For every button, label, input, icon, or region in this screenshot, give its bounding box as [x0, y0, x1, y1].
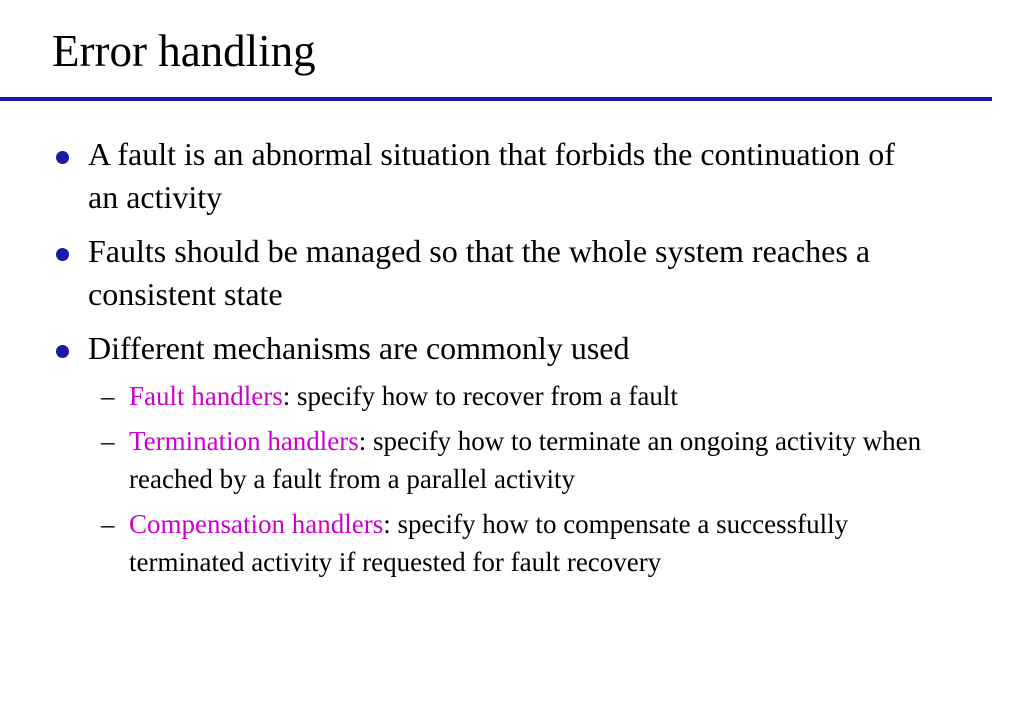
sub-bullet-description: : specify how to compensate a successfully terminated activity if requested for fault recovery — [129, 509, 849, 577]
sub-bullet-text — [129, 377, 929, 415]
dash-marker: – — [101, 426, 115, 456]
sub-bullet-term: Termination handlers — [129, 426, 359, 456]
sub-bullet-text — [129, 422, 929, 498]
sub-bullet-description: : specify how to recover from a fault — [282, 381, 678, 411]
bullet-text: Different mechanisms are commonly used — [88, 330, 630, 366]
bullet-dot-icon — [56, 151, 69, 164]
bullet-dot-icon — [56, 345, 69, 358]
dash-marker: – — [101, 381, 115, 411]
slide-title: Error handling — [52, 26, 316, 76]
title-divider — [0, 97, 992, 101]
bullet-text: Faults should be managed so that the whole system reaches a consistent state — [88, 233, 871, 312]
sub-bullet-term: Fault handlers — [129, 381, 283, 411]
bullet-text: A fault is an abnormal situation that forbids the continuation of an activity — [88, 136, 895, 215]
dash-marker: – — [101, 509, 115, 539]
bullet-dot-icon — [56, 248, 69, 261]
sub-bullet-term: Compensation handlers — [129, 509, 384, 539]
sub-bullet-text — [129, 505, 929, 581]
sub-bullet-description: : specify how to terminate an ongoing activity when reached by a fault from a parallel activity — [129, 426, 922, 494]
